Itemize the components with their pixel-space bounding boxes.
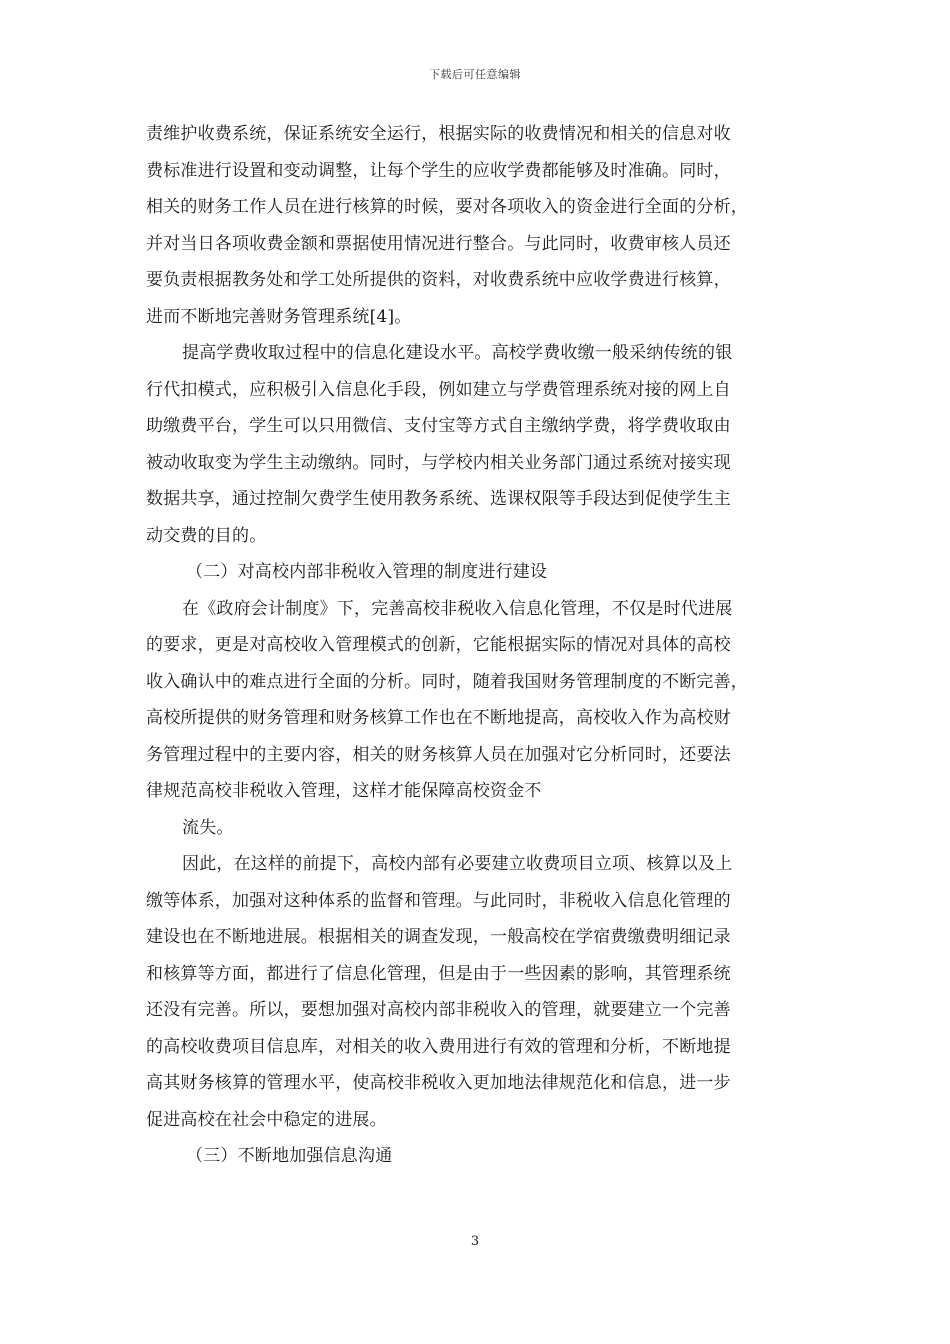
paragraph-line: 的高校收费项目信息库，对相关的收入费用进行有效的管理和分析，不断地提 [146,1036,731,1057]
document-body [146,116,812,1175]
paragraph-line: 数据共享，通过控制欠费学生使用教务系统、选课权限等手段达到促使学生主 [146,489,731,509]
page-header: 下载后可任意编辑 [429,68,521,81]
paragraph-line: 务管理过程中的主要内容，相关的财务核算人员在加强对它分析同时，还要法 [146,744,731,765]
paragraph-line: 责维护收费系统，保证系统安全运行，根据实际的收费情况和相关的信息对收 [146,124,731,144]
paragraph-line: 进而不断地完善财务管理系统[4]。 [146,306,412,327]
paragraph-line: 流失。 [182,817,234,838]
paragraph-line: 行代扣模式，应积极引入信息化手段，例如建立与学费管理系统对接的网上自 [146,379,731,400]
paragraph-line: 要负责根据教务处和学工处所提供的资料，对收费系统中应收学费进行核算， [146,270,731,290]
paragraph-line: 提高学费收取过程中的信息化建设水平。高校学费收缴一般采纳传统的银 [182,343,733,363]
paragraph-line: 相关的财务工作人员在进行核算的时候，要对各项收入的资金进行全面的分析， [146,197,748,217]
paragraph-line: 的要求，更是对高校收入管理模式的创新，它能根据实际的情况对具体的高校 [146,635,731,655]
paragraph-line: 促进高校在社会中稳定的进展。 [146,1109,387,1130]
paragraph-line: 收入确认中的难点进行全面的分析。同时，随着我国财务管理制度的不断完善， [146,671,748,692]
paragraph-line: 还没有完善。所以，要想加强对高校内部非税收入的管理，就要建立一个完善 [146,1000,731,1020]
paragraph-line: 高校所提供的财务管理和财务核算工作也在不断地提高，高校收入作为高校财 [146,708,731,728]
page-number: 3 [470,1234,480,1249]
paragraph-line: 和核算等方面，都进行了信息化管理，但是由于一些因素的影响，其管理系统 [146,963,731,984]
paragraph-line: 建设也在不断地进展。根据相关的调查发现，一般高校在学宿费缴费明细记录 [146,927,731,947]
paragraph-line: 费标准进行设置和变动调整，让每个学生的应收学费都能够及时准确。同时， [146,160,731,181]
paragraph-line: 动交费的目的。 [146,525,267,546]
paragraph-line: 缴等体系，加强对这种体系的监督和管理。与此同时，非税收入信息化管理的 [146,890,731,911]
paragraph-line: 律规范高校非税收入管理，这样才能保障高校资金不 [146,781,542,801]
section-heading: （二）对高校内部非税收入管理的制度进行建设 [186,562,548,582]
paragraph-line: 并对当日各项收费金额和票据使用情况进行整合。与此同时，收费审核人员还 [146,233,731,254]
paragraph-line: 在《政府会计制度》下，完善高校非税收入信息化管理，不仅是时代进展 [182,598,733,619]
paragraph-line: 高其财务核算的管理水平，使高校非税收入更加地法律规范化和信息，进一步 [146,1073,731,1093]
section-heading: （三）不断地加强信息沟通 [186,1146,393,1166]
paragraph-line: 因此，在这样的前提下，高校内部有必要建立收费项目立项、核算以及上 [182,854,733,874]
paragraph-line: 助缴费平台，学生可以只用微信、支付宝等方式自主缴纳学费，将学费收取由 [146,416,731,436]
paragraph-line: 被动收取变为学生主动缴纳。同时，与学校内相关业务部门通过系统对接实现 [146,452,731,473]
